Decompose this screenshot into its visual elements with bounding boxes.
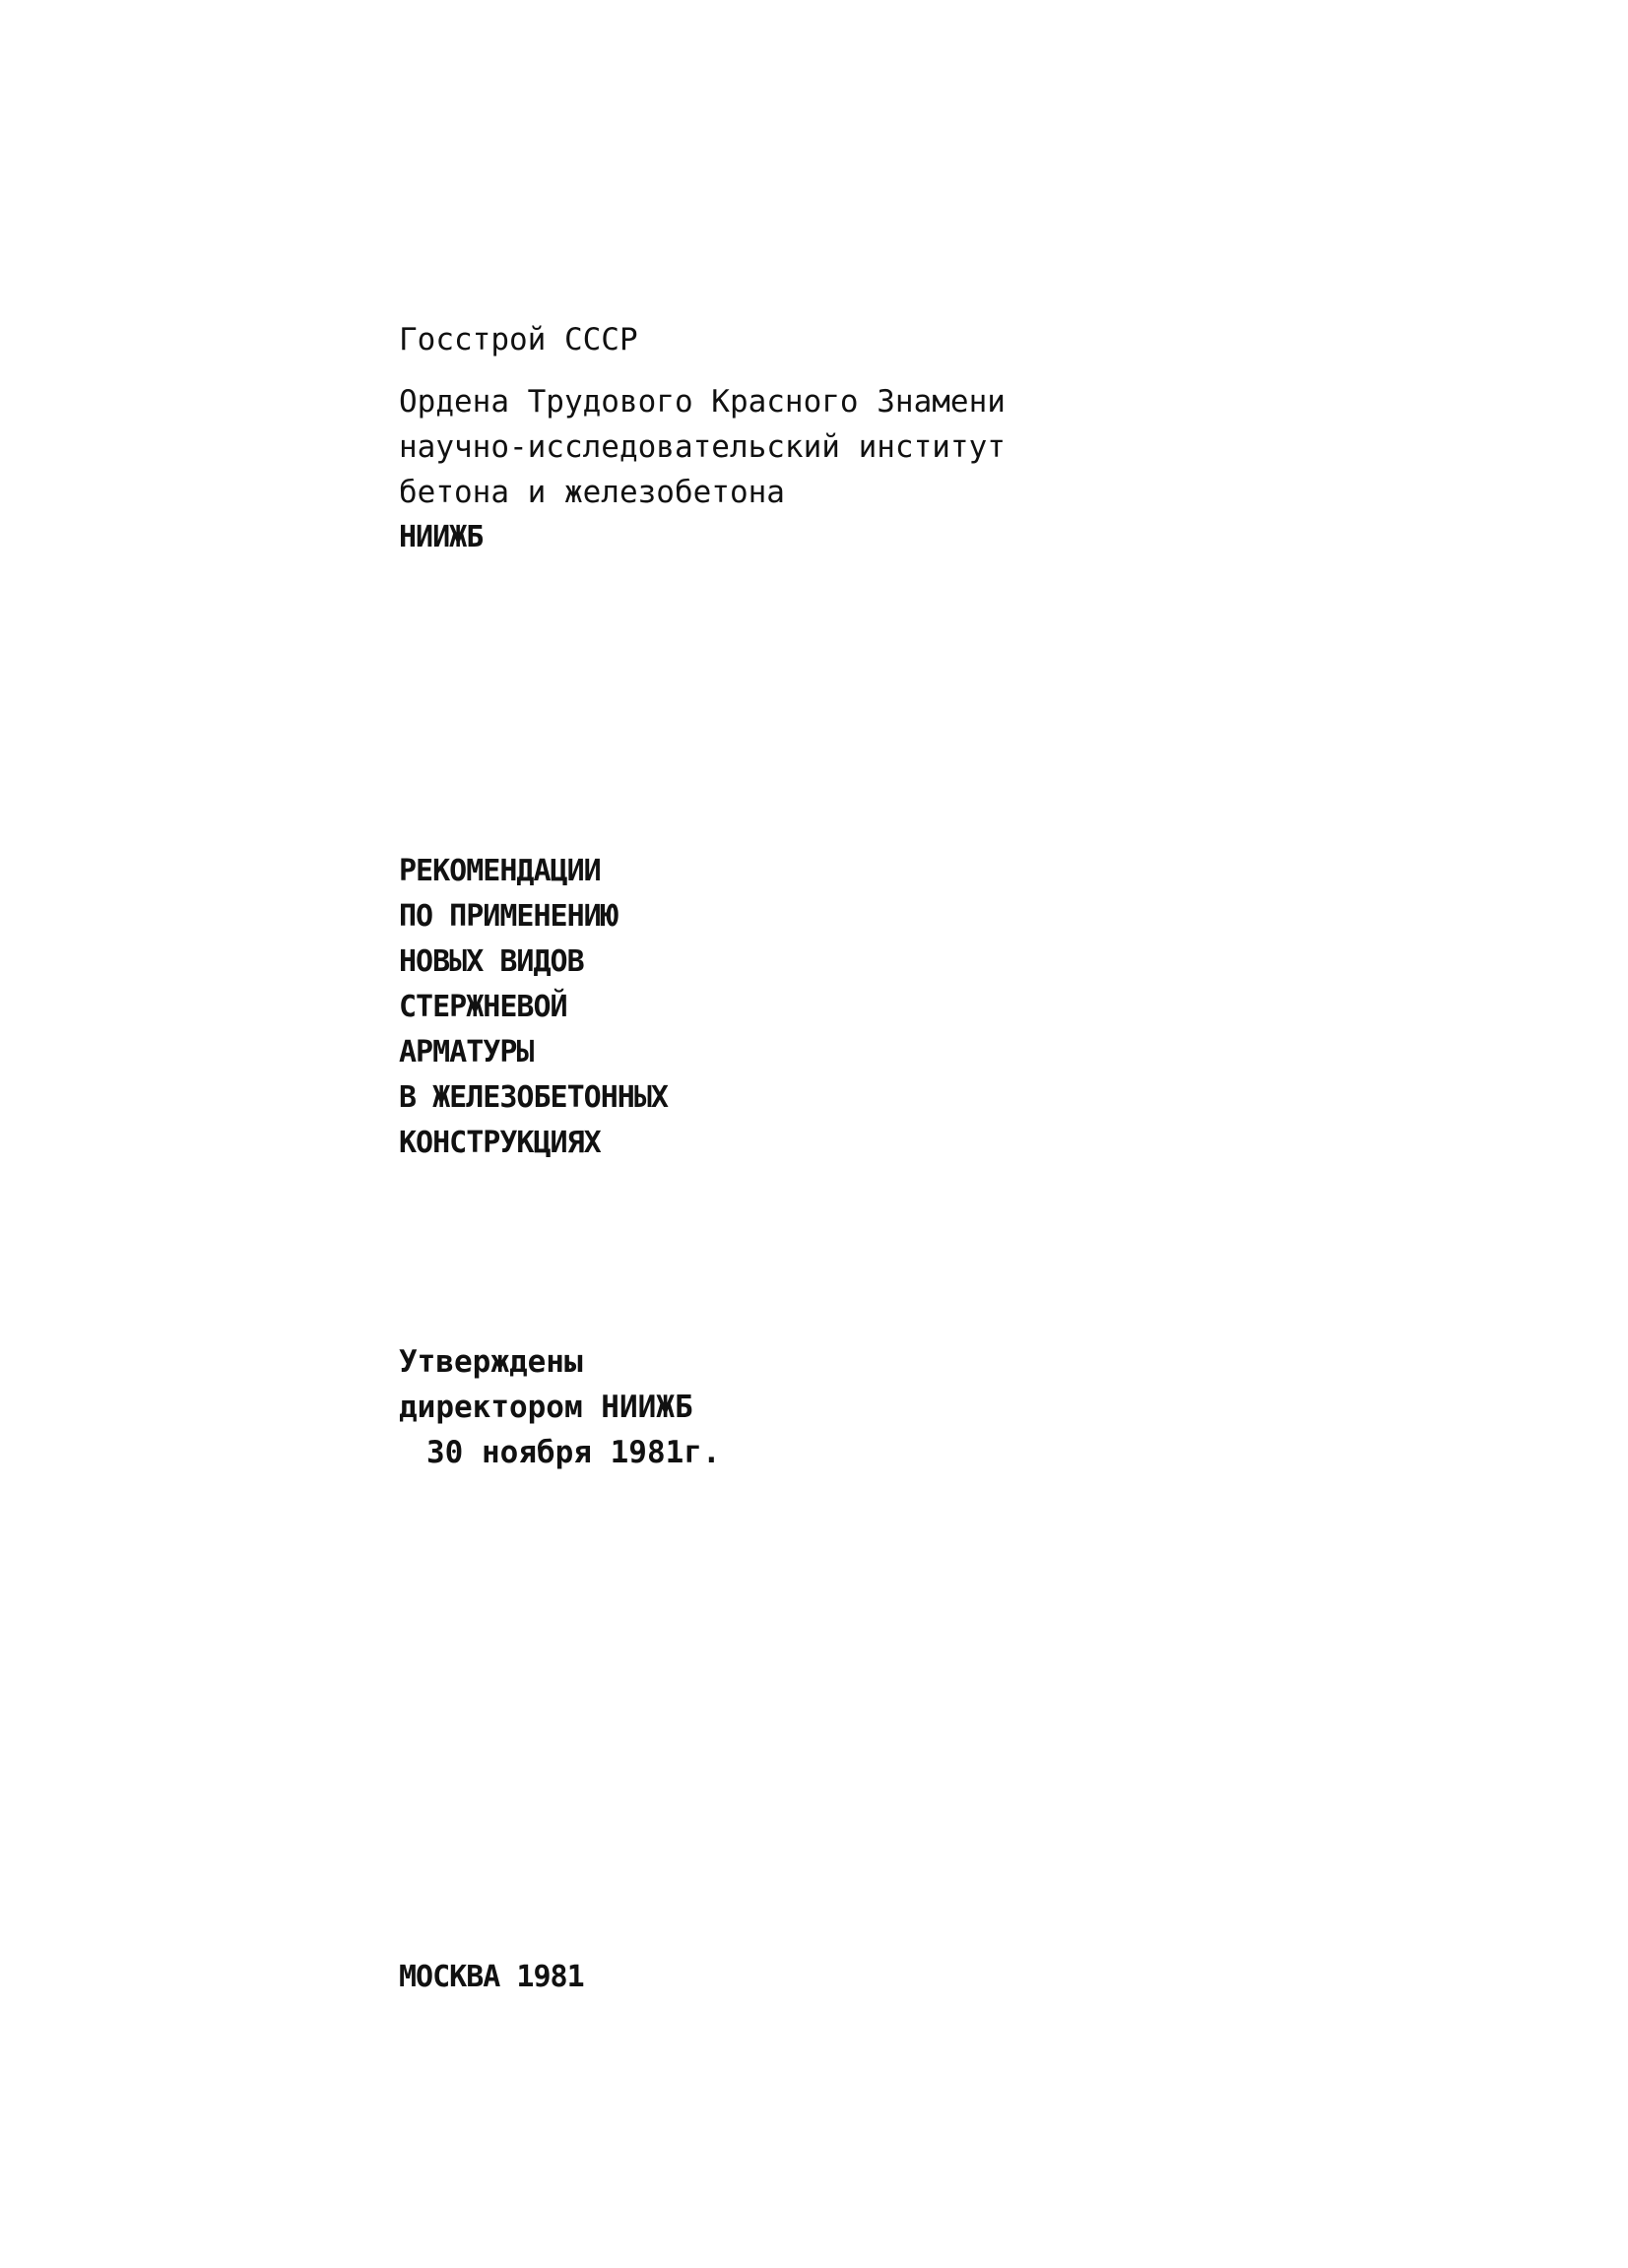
institute-line-1: Ордена Трудового Красного Знамени	[399, 384, 1006, 420]
institute-line-3: бетона и железобетона	[399, 475, 785, 510]
organization-name: Госстрой СССР	[399, 322, 638, 357]
title-line-2: ПО ПРИМЕНЕНИЮ	[399, 899, 618, 934]
institute-block	[399, 379, 1006, 560]
approval-date: 30 ноября 1981г.	[426, 1435, 721, 1470]
title-line-5: АРМАТУРЫ	[399, 1035, 534, 1069]
organization-header	[399, 317, 638, 362]
title-line-3: НОВЫХ ВИДОВ	[399, 944, 584, 979]
approval-line-1: Утверждены	[399, 1344, 583, 1380]
institute-abbreviation: НИИЖБ	[399, 520, 484, 554]
title-line-1: РЕКОМЕНДАЦИИ	[399, 854, 601, 888]
title-line-6: В ЖЕЛЕЗОБЕТОННЫХ	[399, 1080, 668, 1115]
approval-line-2: директором НИИЖБ	[399, 1390, 693, 1425]
document-title	[399, 849, 668, 1166]
institute-line-2: научно-исследовательский институт	[399, 429, 1006, 465]
title-line-7: КОНСТРУКЦИЯХ	[399, 1126, 601, 1160]
imprint-city-year: МОСКВА 1981	[399, 1960, 584, 1994]
approval-block	[399, 1339, 721, 1475]
title-line-4: СТЕРЖНЕВОЙ	[399, 990, 567, 1024]
imprint-block	[399, 1955, 584, 2000]
